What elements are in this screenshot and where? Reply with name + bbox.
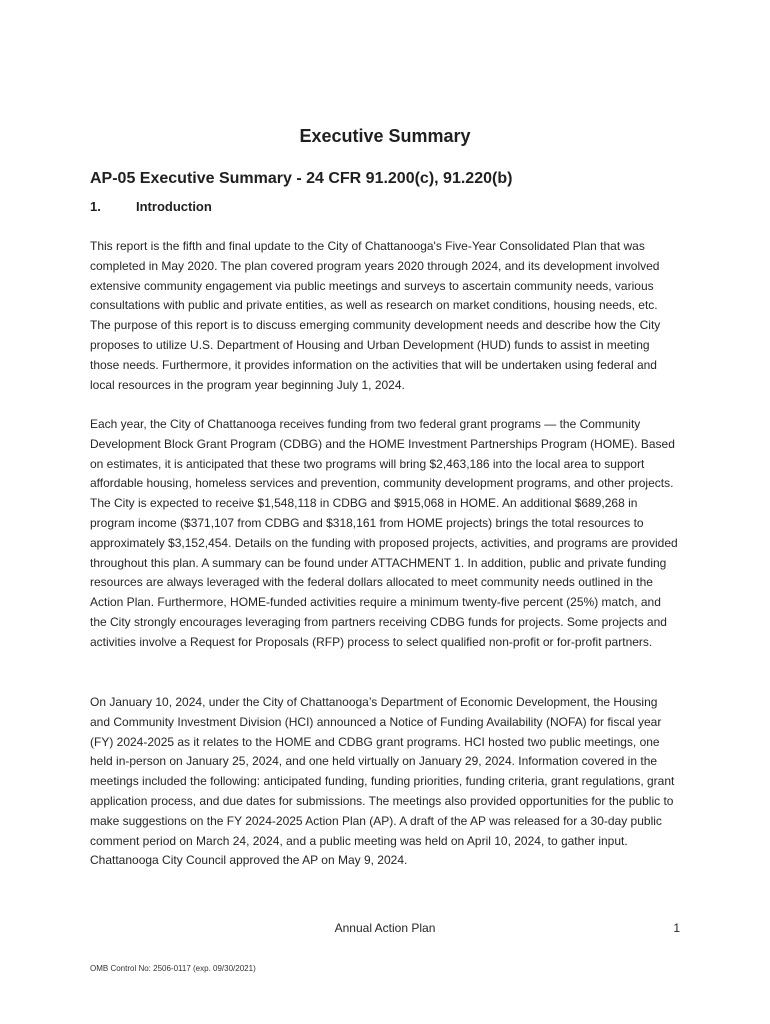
page-title: Executive Summary bbox=[299, 126, 471, 146]
paragraph-introduction: This report is the fifth and final update to the City of Chattanooga's Five-Year Consolidated Plan that was completed in May 2020. The plan covered program years 2020 through 2024, and its development involved extensive community engagement via public meetings and surveys to ascertain community needs, various consultations with public and private entities, as well as research on market conditions, housing needs, etc. The purpose of this report is to discuss emerging community development needs and describe how the City proposes to utilize U.S. Department of Housing and Urban Development (HUD) funds to assist in meeting those needs. Furthermore, it provides information on the activities that will be undertaken using federal and local resources in the program year beginning July 1, 2024. bbox=[90, 239, 661, 392]
page-number: 1 bbox=[673, 921, 680, 935]
paragraph-funding: Each year, the City of Chattanooga receives funding from two federal grant programs — the Community Development Block Grant Program (CDBG) and the HOME Investment Partnerships Program (HOME). Based on estimates, it is anticipated that these two programs will bring $2,463,186 into the local area to support affordable housing, homeless services and prevention, community development programs, and other projects. The City is expected to receive $1,548,118 in CDBG and $915,068 in HOME. An additional $689,268 in program income ($371,107 from CDBG and $318,161 from HOME projects) brings the total resources to approximately $3,152,454. Details on the funding with proposed projects, activities, and programs are provided throughout this plan. A summary can be found under ATTACHMENT 1. In addition, public and private funding resources are always leveraged with the federal dollars allocated to meet community needs outlined in the Action Plan. Furthermore, HOME-funded activities require a minimum twenty-five percent (25%) match, and the City strongly encourages leveraging from partners receiving CDBG funds for projects. Some projects and activities involve a Request for Proposals (RFP) process to select qualified non-profit or for-profit partners. bbox=[90, 417, 678, 649]
section-heading: AP-05 Executive Summary - 24 CFR 91.200(c), 91.220(b) bbox=[90, 170, 513, 187]
subsection-heading bbox=[90, 199, 212, 214]
footer-title: Annual Action Plan bbox=[334, 921, 436, 935]
subsection-number: 1. bbox=[90, 199, 101, 214]
omb-control-number: OMB Control No: 2506-0117 (exp. 09/30/2021) bbox=[90, 964, 256, 973]
subsection-label: Introduction bbox=[136, 199, 212, 214]
paragraph-nofa: On January 10, 2024, under the City of Chattanooga’s Department of Economic Development, the Housing and Community Investment Division (HCI) announced a Notice of Funding Availability (NOFA) for fiscal year (FY) 2024-2025 as it relates to the HOME and CDBG grant programs. HCI hosted two public meetings, one held in-person on January 25, 2024, and one held virtually on January 29, 2024. Information covered in the meetings included the following: anticipated funding, funding priorities, funding criteria, grant regulations, grant application process, and due dates for submissions. The meetings also provided opportunities for the public to make suggestions on the FY 2024-2025 Action Plan (AP). A draft of the AP was released for a 30-day public comment period on March 24, 2024, and a public meeting was held on April 10, 2024, to gather input. Chattanooga City Council approved the AP on May 9, 2024. bbox=[90, 695, 675, 868]
